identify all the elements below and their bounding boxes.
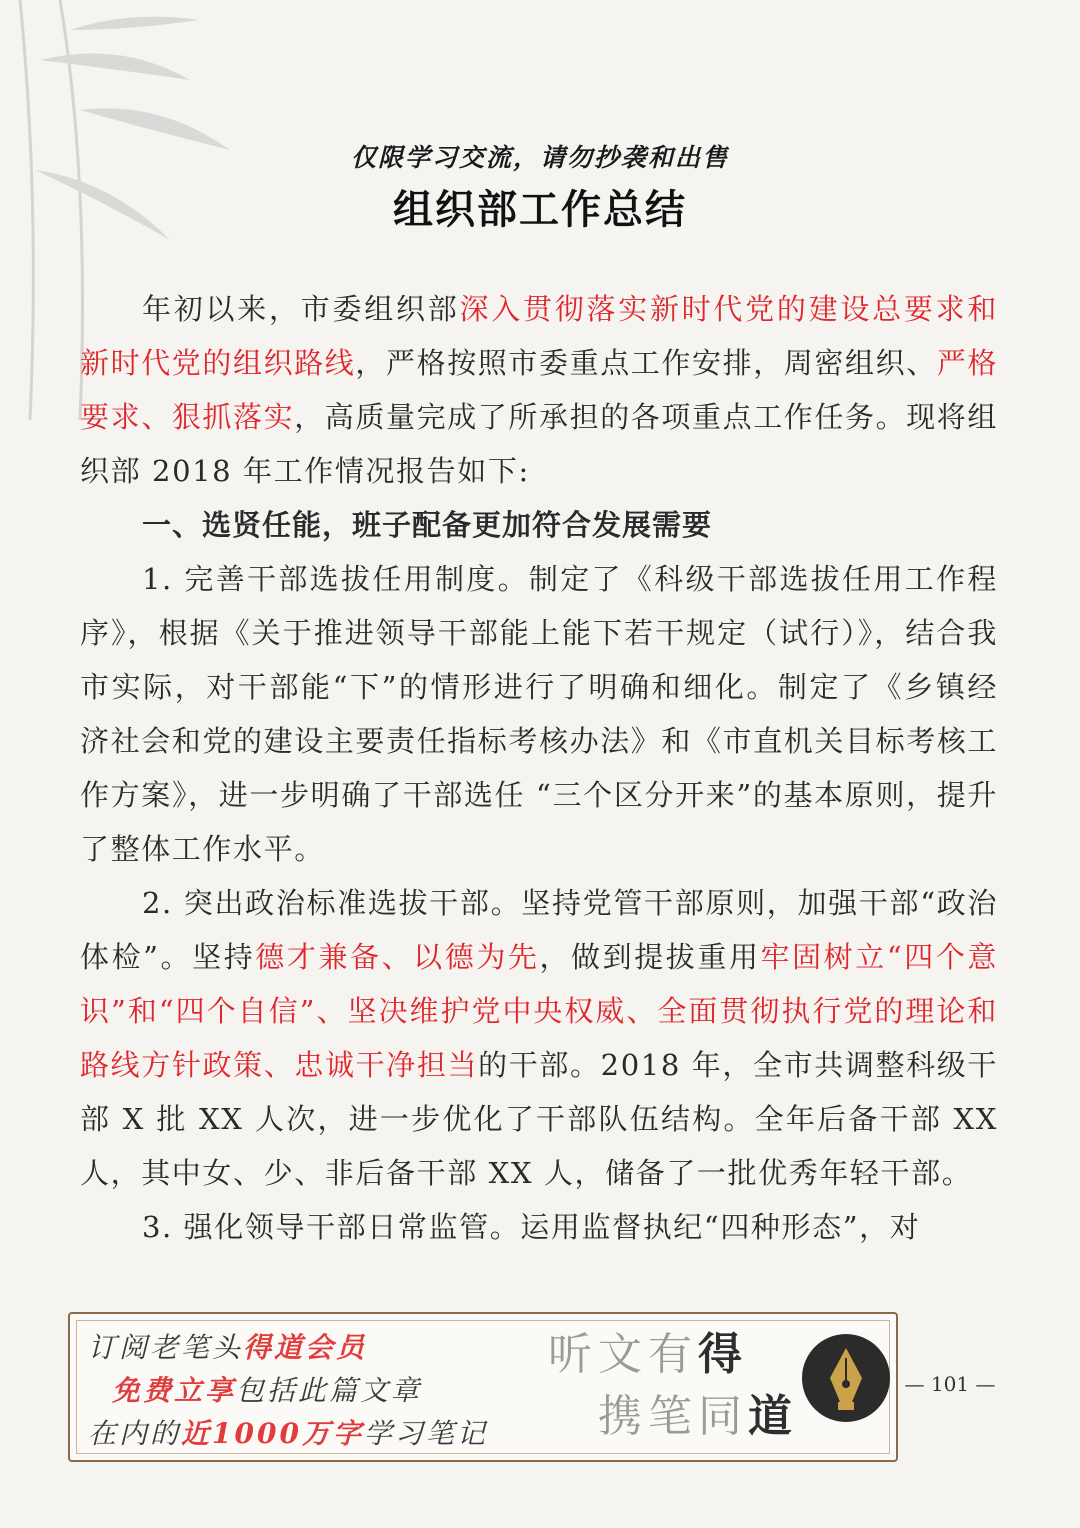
intro-paragraph: 年初以来，市委组织部深入贯彻落实新时代党的建设总要求和新时代党的组织路线，严格按照市委重点工作安排，周密组织、严格要求、狠抓落实，高质量完成了所承担的各项重点工作任务。现将组织部 2018 年工作情况报告如下: [80, 292, 999, 488]
promo-banner[interactable] [68, 1312, 898, 1462]
highlight-text: 牢固树立“四个意识”和“四个自信”、坚决维护党中央权威、全面贯彻执行党的理论和路线方针政策、忠诚干净担当 [80, 940, 998, 1082]
section-heading: 一、选贤任能，班子配备更加符合发展需要 [142, 508, 713, 542]
document-body [80, 282, 998, 1254]
slogan-text [548, 1324, 798, 1448]
highlight-text: 深入贯彻落实新时代党的建设总要求和新时代党的组织路线 [80, 292, 998, 380]
slogan-line-1: 听文有得 [548, 1329, 748, 1380]
promo-line-3: 在内的近1000万字学习笔记 [88, 1417, 488, 1450]
usage-notice: 仅限学习交流，请勿抄袭和出售 [350, 143, 729, 172]
promo-text [88, 1326, 538, 1455]
promo-line-1: 订阅老笔头得道会员 [88, 1331, 368, 1364]
promo-line-2: 免费立享包括此篇文章 [112, 1374, 423, 1407]
slogan-line-2: 携笔同道 [598, 1391, 798, 1442]
item-paragraph-3: 3. 强化领导干部日常监管。运用监督执纪“四种形态”，对 [142, 1210, 921, 1244]
highlight-text: 严格要求、狠抓落实 [80, 346, 999, 434]
fountain-pen-nib-icon [800, 1332, 892, 1424]
item-paragraph-1: 1. 完善干部选拔任用制度。制定了《科级干部选拔任用工作程序》，根据《关于推进领导干部能上能下若干规定（试行）》，结合我市实际，对干部能“下”的情形进行了明确和细化。制定了《乡镇经济社会和党的建设主要责任指标考核办法》和《市直机关目标考核工作方案》，进一步明确了干部选任 “三个区分开来”的基本原则，提升了整体工作水平。 [80, 562, 999, 866]
document-title: 组织部工作总结 [393, 187, 687, 233]
page-number: — 101 — [904, 1372, 996, 1396]
item-paragraph-2: 2. 突出政治标准选拔干部。坚持党管干部原则，加强干部“政治体检”。坚持德才兼备、以德为先，做到提拔重用牢固树立“四个意识”和“四个自信”、坚决维护党中央权威、全面贯彻执行党的理论和路线方针政策、忠诚干净担当的干部。2018 年，全市共调整科级干部 X 批 XX 人次，进一步优化了干部队伍结构。全年后备干部 XX 人，其中女、少、非后备干部 XX 人，储备了一批优秀年轻干部。 [80, 886, 998, 1190]
highlight-text: 德才兼备、以德为先 [255, 940, 540, 974]
